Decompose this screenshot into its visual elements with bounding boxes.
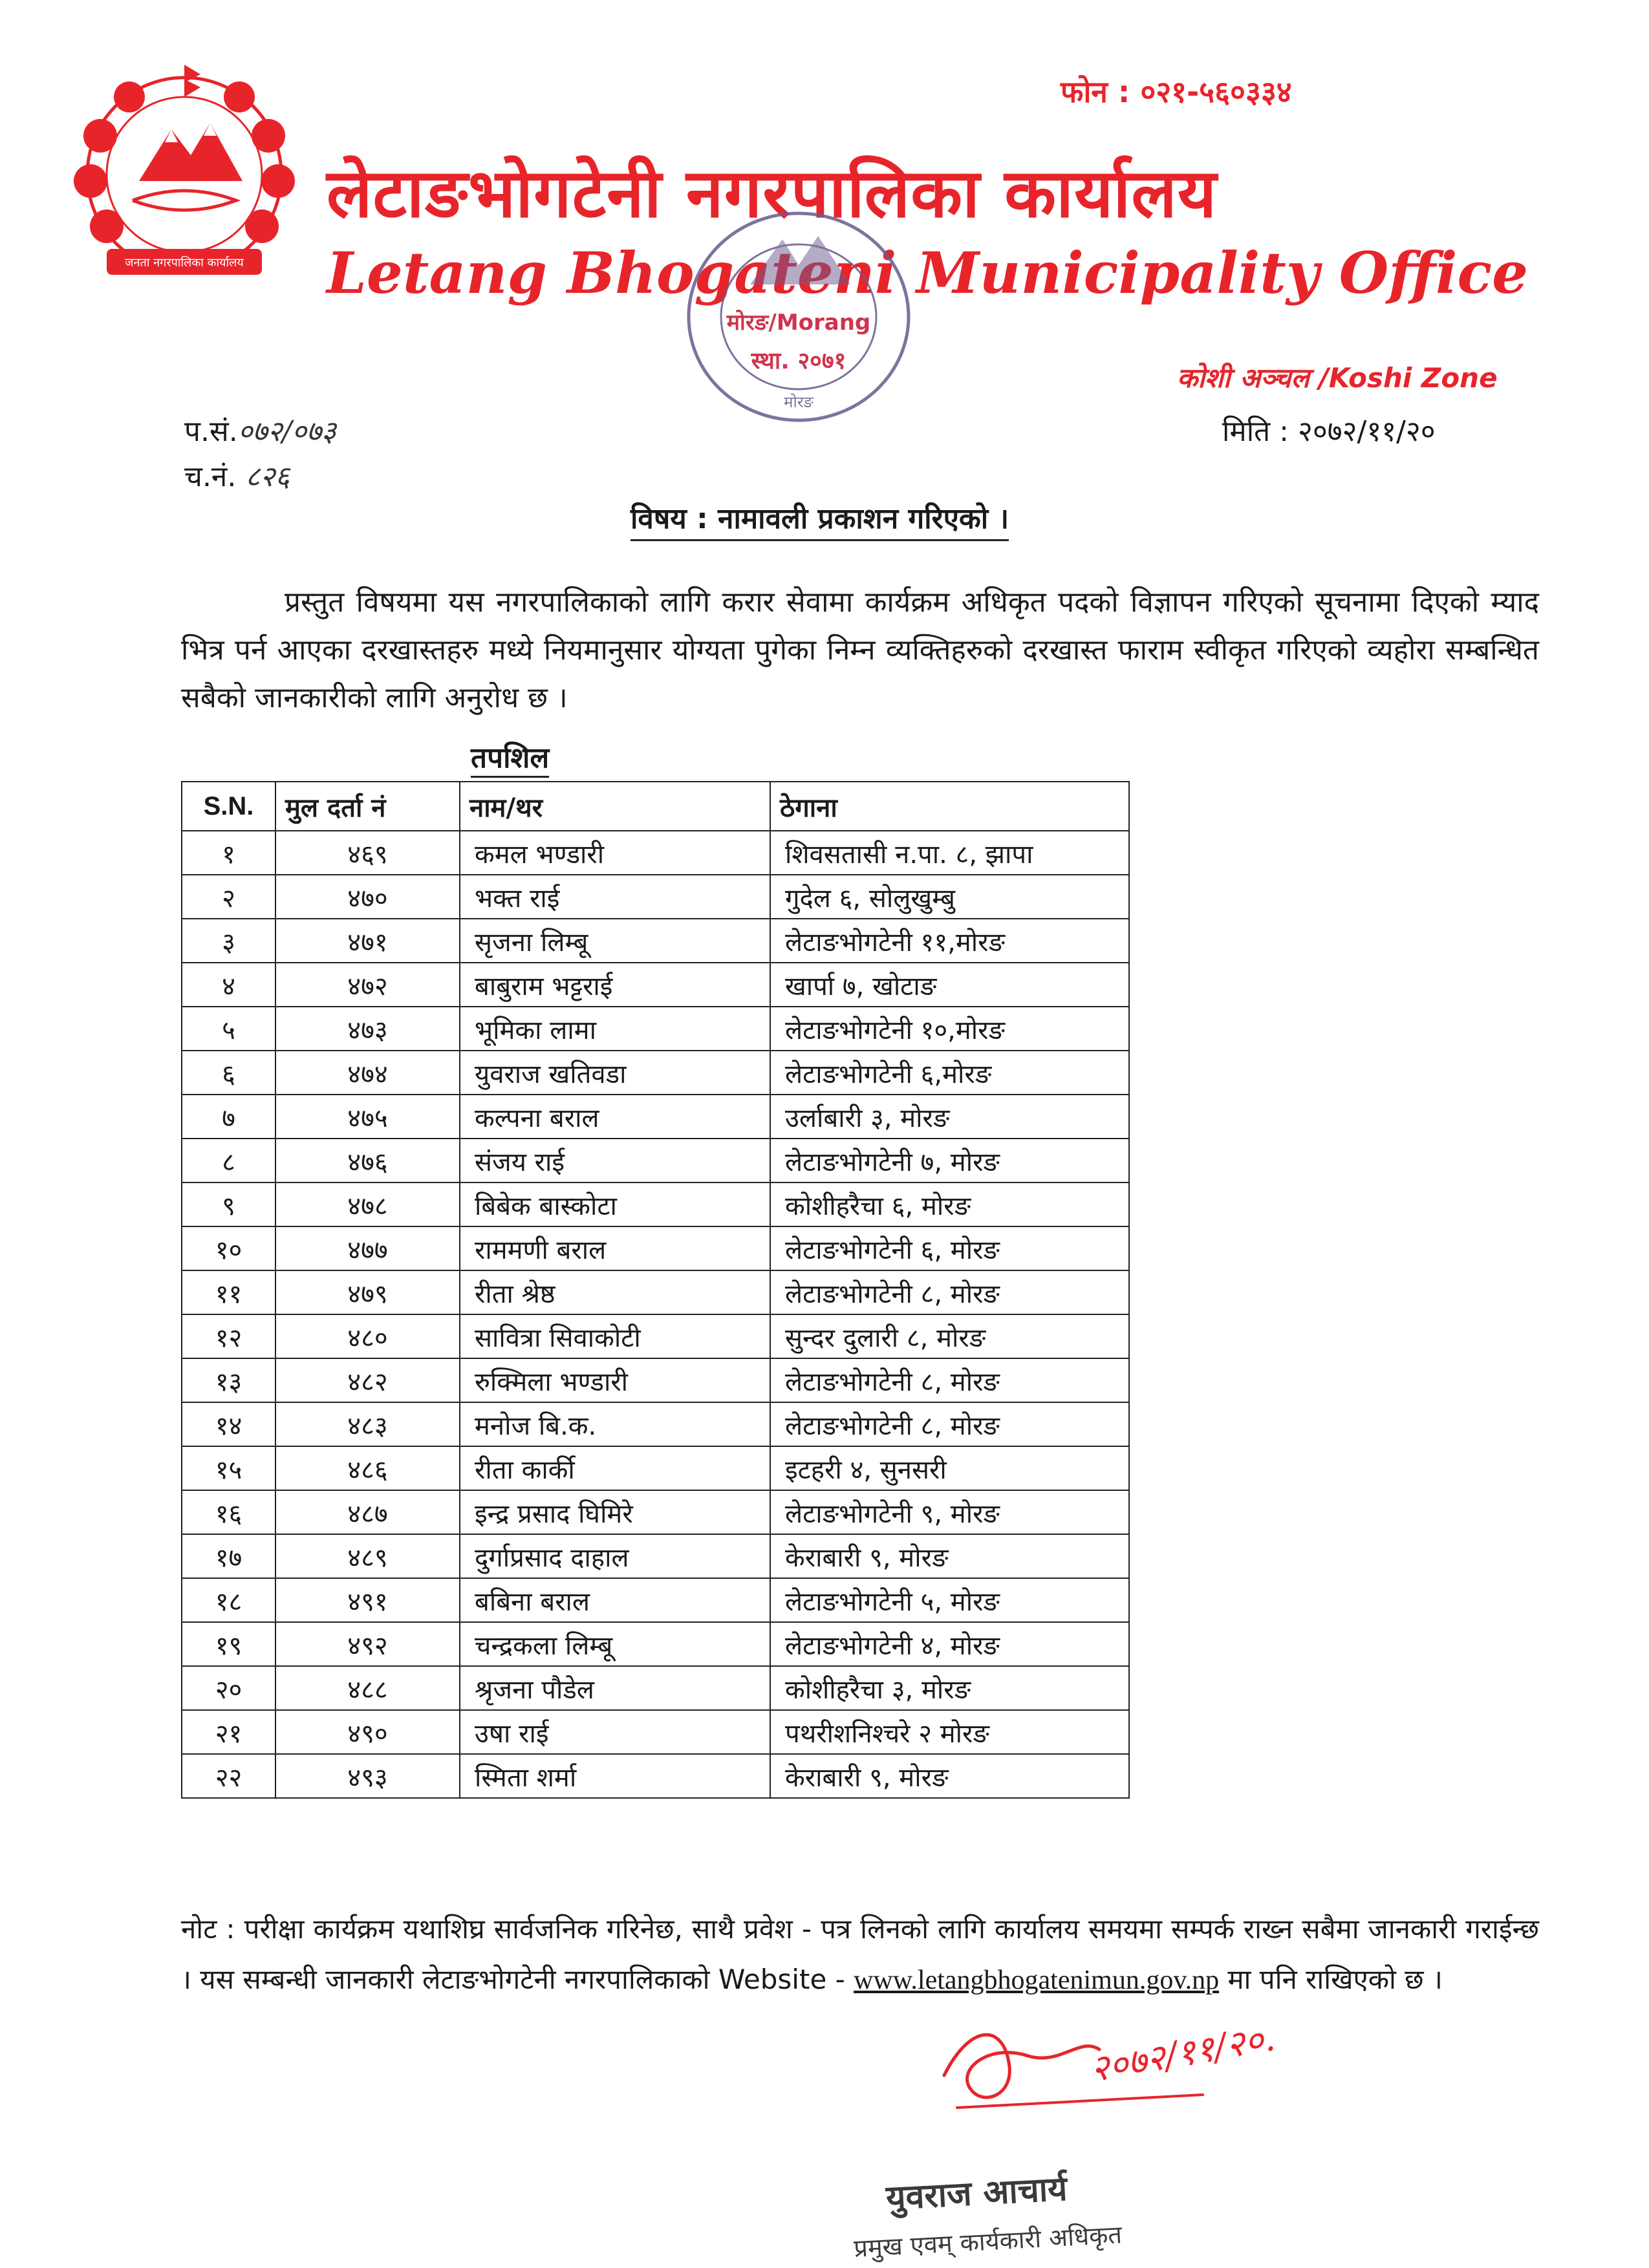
table-row (182, 1534, 1129, 1578)
table-row (182, 1402, 1129, 1446)
cell-sn: १६ (182, 1490, 275, 1534)
cell-address: लेटाङभोगटेनी ६,मोरङ (770, 1051, 1129, 1095)
cell-sn: ९ (182, 1182, 275, 1226)
cell-sn: ३ (182, 919, 275, 963)
seal-line-2: स्था. २०७१ (751, 348, 846, 374)
table-row (182, 1578, 1129, 1622)
cell-registration-no: ४७१ (275, 919, 460, 963)
dispatch-number (184, 456, 290, 495)
table-row (182, 1666, 1129, 1710)
cell-name: भक्त राई (460, 875, 770, 919)
cell-address: लेटाङभोगटेनी १०,मोरङ (770, 1007, 1129, 1051)
cell-sn: २२ (182, 1754, 275, 1798)
seal-line-1: मोरङ/Morang (726, 310, 871, 336)
cell-name: श्रृजना पौडेल (460, 1666, 770, 1710)
cell-address: लेटाङभोगटेनी ६, मोरङ (770, 1226, 1129, 1270)
handwritten-signature (931, 1998, 1293, 2146)
cell-address: खार्पा ७, खोटाङ (770, 963, 1129, 1007)
signer-title: प्रमुख एवम् कार्यकारी अधिकृत (853, 2220, 1123, 2263)
table-row (182, 1051, 1129, 1095)
cell-address: लेटाङभोगटेनी ४, मोरङ (770, 1622, 1129, 1666)
cell-sn: २ (182, 875, 275, 919)
cell-name: मनोज बि.क. (460, 1402, 770, 1446)
header-address: ठेगाना (770, 782, 1129, 831)
table-row (182, 1007, 1129, 1051)
office-name-nepali: लेटाङभोगटेनी नगरपालिका कार्यालय (327, 154, 1218, 233)
cell-address: लेटाङभोगटेनी ११,मोरङ (770, 919, 1129, 963)
cell-address: गुदेल ६, सोलुखुम्बु (770, 875, 1129, 919)
nepal-emblem-logo (61, 52, 307, 297)
cell-sn: ८ (182, 1139, 275, 1182)
cell-registration-no: ४८३ (275, 1402, 460, 1446)
cell-name: संजय राई (460, 1139, 770, 1182)
cell-sn: २१ (182, 1710, 275, 1754)
table-row (182, 1139, 1129, 1182)
table-row (182, 1754, 1129, 1798)
cell-name: उषा राई (460, 1710, 770, 1754)
cell-registration-no: ४७२ (275, 963, 460, 1007)
office-phone: फोन : ०२१-५६०३३४ (1061, 74, 1292, 109)
cell-sn: ४ (182, 963, 275, 1007)
cell-sn: १३ (182, 1358, 275, 1402)
cell-registration-no: ४८२ (275, 1358, 460, 1402)
table-row (182, 1622, 1129, 1666)
cell-sn: ६ (182, 1051, 275, 1095)
website-link[interactable]: www.letangbhogatenimun.gov.np (854, 1965, 1220, 1995)
cell-sn: १८ (182, 1578, 275, 1622)
cell-address: केराबारी ९, मोरङ (770, 1534, 1129, 1578)
cell-registration-no: ४९२ (275, 1622, 460, 1666)
cell-registration-no: ४९३ (275, 1754, 460, 1798)
cell-registration-no: ४८० (275, 1314, 460, 1358)
cell-name: राममणी बराल (460, 1226, 770, 1270)
cell-name: इन्द्र प्रसाद घिमिरे (460, 1490, 770, 1534)
table-row (182, 919, 1129, 963)
cell-registration-no: ४८८ (275, 1666, 460, 1710)
cell-name: सावित्रा सिवाकोटी (460, 1314, 770, 1358)
cell-name: बिबेक बास्कोटा (460, 1182, 770, 1226)
note-suffix: मा पनि राखिएको छ । (1219, 1963, 1443, 1995)
cell-registration-no: ४७८ (275, 1182, 460, 1226)
cell-address: पथरीशनिश्चरे २ मोरङ (770, 1710, 1129, 1754)
reference-number (184, 411, 336, 449)
ref-value: ०७२/०७३ (237, 415, 336, 448)
cell-address: लेटाङभोगटेनी ९, मोरङ (770, 1490, 1129, 1534)
cell-name: रुक्मिला भण्डारी (460, 1358, 770, 1402)
cell-registration-no: ४७४ (275, 1051, 460, 1095)
table-row (182, 1358, 1129, 1402)
cell-registration-no: ४७९ (275, 1270, 460, 1314)
cell-address: लेटाङभोगटेनी ८, मोरङ (770, 1402, 1129, 1446)
cell-sn: २० (182, 1666, 275, 1710)
cell-address: लेटाङभोगटेनी ८, मोरङ (770, 1358, 1129, 1402)
cell-name: कल्पना बराल (460, 1095, 770, 1139)
header-name: नाम/थर (460, 782, 770, 831)
letter-subject: विषय : नामावली प्रकाशन गरिएको । (630, 498, 1009, 541)
cell-address: लेटाङभोगटेनी ७, मोरङ (770, 1139, 1129, 1182)
cell-name: रीता श्रेष्ठ (460, 1270, 770, 1314)
table-row (182, 1446, 1129, 1490)
cell-registration-no: ४७७ (275, 1226, 460, 1270)
cell-address: इटहरी ४, सुनसरी (770, 1446, 1129, 1490)
signer-name: युवराज आचार्य (885, 2169, 1068, 2218)
cell-registration-no: ४७६ (275, 1139, 460, 1182)
signature-date: २०७२/११/२०. (1087, 2017, 1278, 2091)
letter-date: मिति : २०७२/११/२० (1222, 415, 1436, 448)
cell-sn: ७ (182, 1095, 275, 1139)
letter-body: प्रस्तुत विषयमा यस नगरपालिकाको लागि करार सेवामा कार्यक्रम अधिकृत पदको विज्ञापन गरिएको सूचनामा दिएको म्याद भित्र पर्न आएका दरखास्तहरु मध्ये नियमानुसार योग्यता पुगेका निम्न व्यक्तिहरुको दरखास्त फाराम स्वीकृत गरिएको व्यहोरा सम्बन्धित सबैको जानकारीको लागि अनुरोध छ । (181, 586, 1539, 714)
dispatch-value: ८२६ (245, 460, 290, 493)
table-row (182, 1490, 1129, 1534)
cell-name: कमल भण्डारी (460, 831, 770, 875)
table-row (182, 875, 1129, 919)
cell-registration-no: ४७३ (275, 1007, 460, 1051)
table-body (182, 831, 1129, 1798)
cell-registration-no: ४८७ (275, 1490, 460, 1534)
header-sn: S.N. (182, 782, 275, 831)
table-row (182, 1095, 1129, 1139)
office-seal-stamp (673, 200, 925, 433)
cell-name: स्मिता शर्मा (460, 1754, 770, 1798)
cell-address: लेटाङभोगटेनी ५, मोरङ (770, 1578, 1129, 1622)
table-row (182, 1710, 1129, 1754)
ref-label: प.सं. (184, 415, 238, 448)
cell-name: दुर्गाप्रसाद दाहाल (460, 1534, 770, 1578)
cell-sn: ११ (182, 1270, 275, 1314)
table-row (182, 831, 1129, 875)
cell-name: युवराज खतिवडा (460, 1051, 770, 1095)
cell-name: चन्द्रकला लिम्बू (460, 1622, 770, 1666)
cell-sn: १० (182, 1226, 275, 1270)
cell-sn: १७ (182, 1534, 275, 1578)
table-row (182, 963, 1129, 1007)
header-registration-no: मुल दर्ता नं (275, 782, 460, 831)
cell-registration-no: ४६९ (275, 831, 460, 875)
dispatch-label: च.नं. (184, 460, 237, 493)
cell-address: कोशीहरैचा ३, मोरङ (770, 1666, 1129, 1710)
cell-registration-no: ४९० (275, 1710, 460, 1754)
cell-address: शिवसतासी न.पा. ८, झापा (770, 831, 1129, 875)
cell-address: उर्लाबारी ३, मोरङ (770, 1095, 1129, 1139)
cell-sn: १२ (182, 1314, 275, 1358)
cell-sn: ५ (182, 1007, 275, 1051)
office-name-english: Letang Bhogateni Municipality Office (327, 239, 1529, 306)
cell-sn: १९ (182, 1622, 275, 1666)
cell-address: लेटाङभोगटेनी ८, मोरङ (770, 1270, 1129, 1314)
table-caption: तपशिल (471, 737, 549, 778)
cell-registration-no: ४८६ (275, 1446, 460, 1490)
table-header-row (182, 782, 1129, 831)
office-zone: कोशी अञ्चल /Koshi Zone (1177, 362, 1498, 394)
cell-sn: १५ (182, 1446, 275, 1490)
cell-registration-no: ४७५ (275, 1095, 460, 1139)
table-row (182, 1270, 1129, 1314)
cell-address: कोशीहरैचा ६, मोरङ (770, 1182, 1129, 1226)
cell-name: बाबुराम भट्टराई (460, 963, 770, 1007)
table-row (182, 1314, 1129, 1358)
cell-sn: १ (182, 831, 275, 875)
cell-registration-no: ४७० (275, 875, 460, 919)
cell-registration-no: ४८९ (275, 1534, 460, 1578)
cell-name: भूमिका लामा (460, 1007, 770, 1051)
applicants-table (181, 781, 1130, 1799)
cell-address: सुन्दर दुलारी ८, मोरङ (770, 1314, 1129, 1358)
cell-name: सृजना लिम्बू (460, 919, 770, 963)
seal-line-3: मोरङ (784, 393, 814, 411)
cell-sn: १४ (182, 1402, 275, 1446)
note-text: नोट : परीक्षा कार्यक्रम यथाशिघ्र सार्वजनिक गरिनेछ, साथै प्रवेश - पत्र लिनको लागि कार्यालय समयमा सम्पर्क राख्न सबैमा जानकारी गराईन्छ । यस सम्बन्धी जानकारी लेटाङभोगटेनी नगरपालिकाको Website - (181, 1913, 1539, 1995)
note-paragraph (181, 1904, 1539, 2006)
cell-registration-no: ४९१ (275, 1578, 460, 1622)
emblem-caption: जनता नगरपालिका कार्यालय (125, 256, 244, 270)
cell-address: केराबारी ९, मोरङ (770, 1754, 1129, 1798)
cell-name: बबिना बराल (460, 1578, 770, 1622)
table-row (182, 1226, 1129, 1270)
cell-name: रीता कार्की (460, 1446, 770, 1490)
table-row (182, 1182, 1129, 1226)
